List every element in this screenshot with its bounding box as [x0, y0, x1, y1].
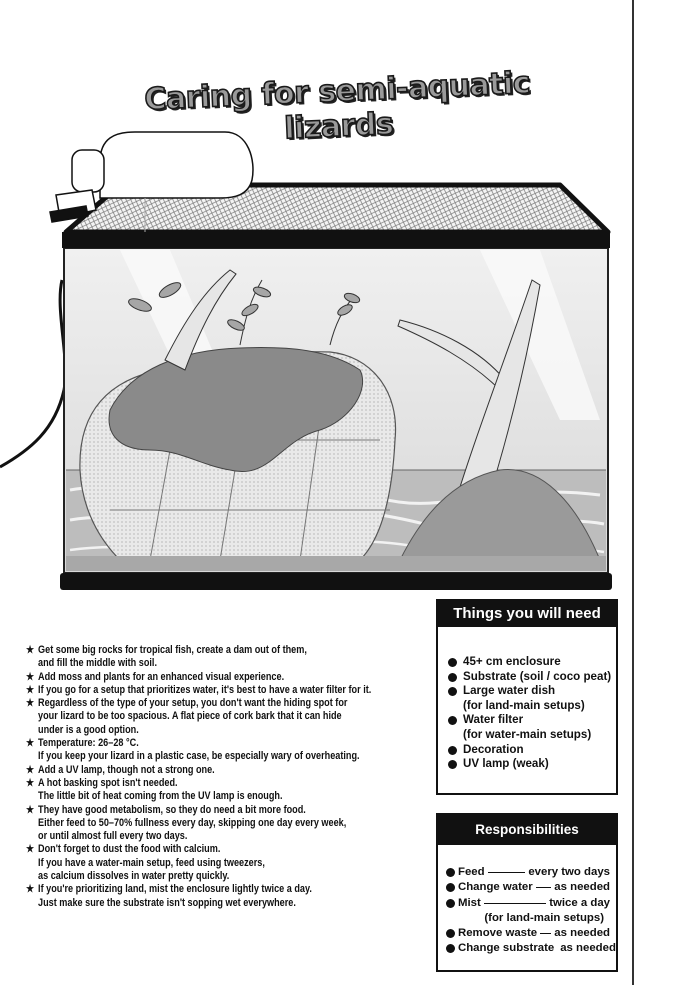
responsibility-item: Feed every two days	[446, 865, 610, 880]
responsibility-item: Change substrate as needed	[446, 941, 610, 956]
star-icon: ★	[26, 803, 35, 816]
bullet-icon	[448, 746, 457, 755]
bullet-icon	[446, 899, 455, 908]
things-you-will-need-box	[436, 599, 618, 795]
leader-line	[488, 872, 526, 873]
star-icon: ★	[26, 763, 35, 776]
star-icon: ★	[26, 670, 35, 683]
bullet-icon	[446, 944, 455, 953]
star-icon: ★	[26, 843, 35, 856]
responsibility-note: (for land-main setups)	[484, 911, 604, 924]
need-item: Substrate (soil / coco peat)	[448, 670, 616, 685]
need-item: 45+ cm enclosure	[448, 655, 616, 670]
responsibility-item: Remove waste as needed	[446, 926, 610, 941]
need-item: UV lamp (weak)	[448, 757, 616, 772]
tip-item: ★ Don't forget to dust the food with calcium. If you have a water-main setup, feed using tweezers, as calcium dissolves in water pretty quickly.	[26, 843, 265, 883]
responsibilities-title: Responsibilities	[438, 815, 616, 845]
tip-item: ★ A hot basking spot isn't needed. The little bit of heat coming from the UV lamp is enough.	[26, 776, 283, 803]
responsibilities-box	[436, 813, 618, 972]
care-tips-list	[26, 644, 370, 910]
tip-item: ★ Add moss and plants for an enhanced visual experience.	[26, 670, 285, 683]
bullet-icon	[448, 658, 457, 667]
need-item: Water filter (for water-main setups)	[448, 713, 616, 742]
leader-line	[540, 933, 551, 934]
responsibilities-list	[438, 845, 616, 957]
star-icon: ★	[26, 644, 35, 656]
tip-item: ★ They have good metabolism, so they do need a bit more food. Either feed to 50–70% fullness every day, skipping one day every week, or until almost full every two days.	[26, 803, 347, 843]
tip-item: ★ Temperature: 26–28 °C. If you keep your lizard in a plastic case, be especially wary of overheating.	[26, 737, 360, 763]
star-icon: ★	[26, 776, 35, 789]
leader-line	[484, 903, 546, 904]
tip-item: ★ Regardless of the type of your setup, you don't want the hiding spot for your lizard to be too spacious. A flat piece of cork bark that it can hide under is a good option.	[26, 697, 348, 736]
bullet-icon	[446, 868, 455, 877]
tip-item: ★ Get some big rocks for tropical fish, create a dam out of them, and fill the middle with soil.	[26, 644, 307, 670]
need-item: Large water dish (for land-main setups)	[448, 684, 616, 713]
bullet-icon	[446, 929, 455, 938]
tip-item: ★ Add a UV lamp, though not a strong one.	[26, 763, 215, 776]
tip-item: ★ If you're prioritizing land, mist the enclosure lightly twice a day. Just make sure the substrate isn't sopping wet everywhere.	[26, 883, 312, 909]
bullet-icon	[448, 687, 457, 696]
needs-list	[438, 627, 616, 772]
tank-base	[60, 573, 612, 590]
page-border-line	[632, 0, 634, 985]
bullet-icon	[448, 716, 457, 725]
terrarium-illustration	[0, 120, 630, 600]
leader-line	[536, 887, 552, 888]
responsibility-item: Mist twice a day	[446, 896, 610, 911]
star-icon: ★	[26, 683, 35, 696]
page-title: Caring for semi-aquatic lizards	[143, 65, 531, 147]
needs-title: Things you will need	[438, 601, 616, 627]
bullet-icon	[448, 673, 457, 682]
tip-item: ★ If you go for a setup that prioritizes water, it's best to have a water filter for it.	[26, 683, 372, 696]
need-item: Decoration	[448, 743, 616, 758]
tank-top-frame	[62, 232, 610, 248]
star-icon: ★	[26, 697, 35, 710]
star-icon: ★	[26, 883, 35, 896]
star-icon: ★	[26, 737, 35, 750]
bullet-icon	[448, 760, 457, 769]
power-cord	[0, 280, 65, 467]
bullet-icon	[446, 883, 455, 892]
responsibility-item: Change water as needed	[446, 880, 610, 895]
